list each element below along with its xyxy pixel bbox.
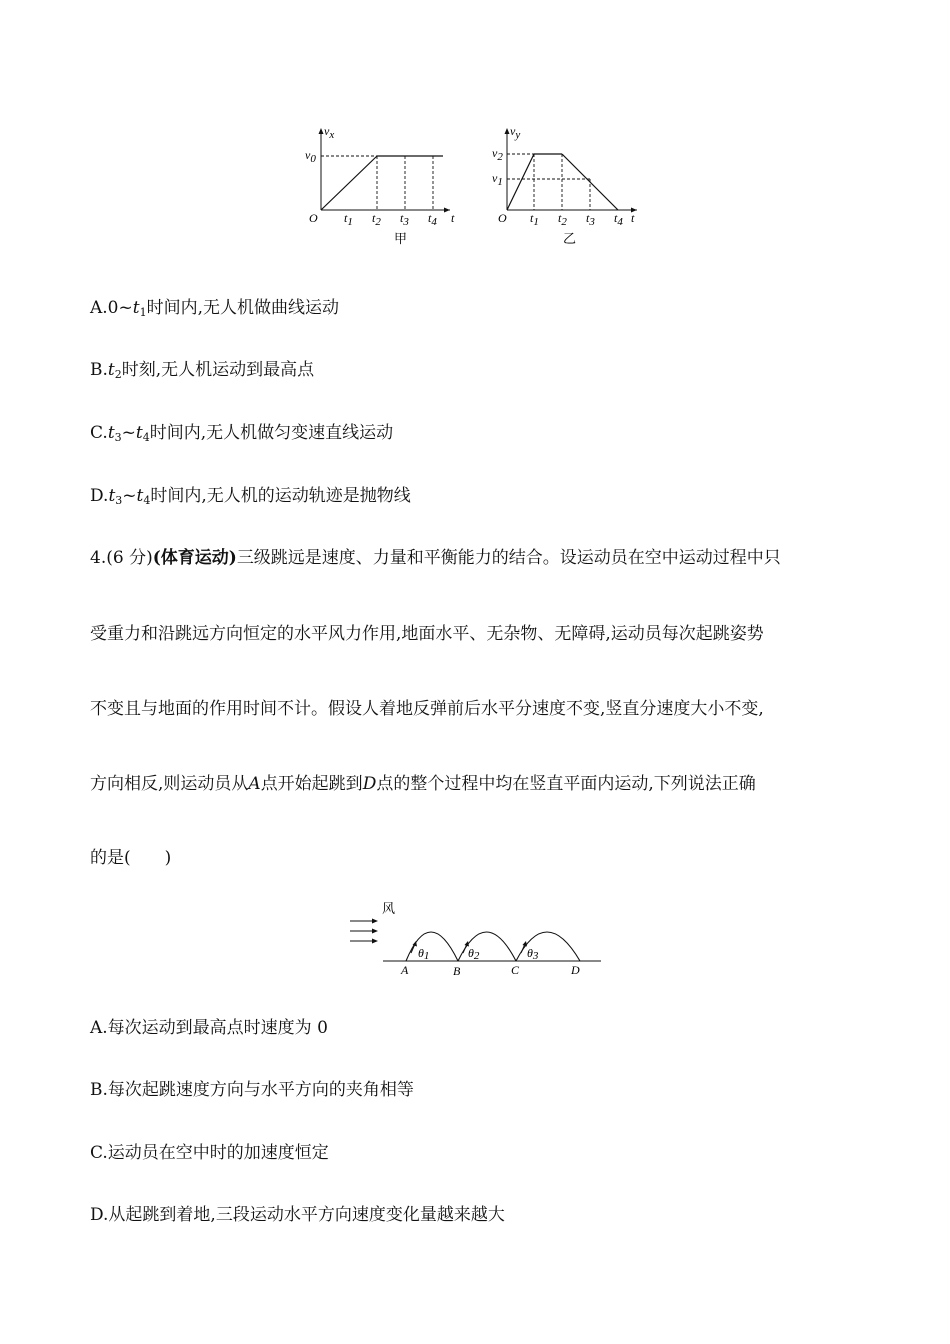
jia-tick-t2: t — [372, 211, 376, 225]
svg-text:t2: t2 — [372, 211, 381, 228]
jump-arc-3 — [516, 932, 580, 961]
jia-v0-label: v — [305, 148, 311, 162]
jia-tick-t1: t — [344, 211, 348, 225]
point-b-label: B — [453, 964, 461, 978]
q4-stem-line-2: 受重力和沿跳远方向恒定的水平风力作用,地面水平、无杂物、无障碍,运动员每次起跳姿势 — [90, 624, 764, 644]
jia-tick-t3: t — [400, 211, 404, 225]
svg-text:t2: t2 — [558, 211, 567, 228]
jia-y-axis-label: v — [324, 124, 330, 138]
jump-arc-2 — [458, 932, 516, 961]
q4-number: 4.(6 分) — [90, 548, 153, 568]
svg-text:θ2: θ2 — [468, 946, 480, 962]
yi-tick-t4: t — [614, 211, 618, 225]
point-c-label: C — [511, 963, 520, 977]
point-a-label: A — [401, 963, 409, 977]
q4-option-a: A.每次运动到最高点时速度为 0 — [90, 1018, 328, 1038]
svg-text:t1: t1 — [344, 211, 353, 228]
svg-text:vx: vx — [324, 124, 335, 141]
angle-theta-2: θ — [468, 946, 474, 960]
angle-theta-1: θ — [418, 946, 424, 960]
q4-topic-tag: (体育运动) — [152, 548, 237, 568]
svg-text:t1: t1 — [530, 211, 539, 228]
wind-arrows — [350, 919, 378, 944]
point-d-label: D — [571, 963, 580, 977]
vt-graph-jia — [305, 124, 455, 246]
wind-label: 风 — [382, 901, 396, 916]
jia-t-axis-label: t — [451, 211, 455, 225]
q4-option-d: D.从起跳到着地,三段运动水平方向速度变化量越来越大 — [90, 1205, 505, 1225]
svg-text:t4: t4 — [428, 211, 437, 228]
q4-stem-line-1: 4.(6 分)(体育运动)三级跳远是速度、力量和平衡能力的结合。设运动员在空中运动过程中只 — [90, 548, 781, 568]
svg-text:θ3: θ3 — [527, 946, 539, 962]
yi-origin-label: O — [498, 211, 507, 225]
vt-graphs-figure — [300, 122, 650, 252]
svg-text:t4: t4 — [614, 211, 623, 228]
jia-tick-t4: t — [428, 211, 432, 225]
vt-graph-yi — [492, 124, 637, 246]
yi-v1-label: v — [492, 171, 498, 185]
svg-text:t3: t3 — [400, 211, 409, 228]
yi-tick-t1: t — [530, 211, 534, 225]
q4-option-b: B.每次起跳速度方向与水平方向的夹角相等 — [90, 1080, 414, 1100]
svg-text:t3: t3 — [586, 211, 595, 228]
jia-origin-label: O — [309, 211, 318, 225]
yi-y-axis-label: v — [510, 124, 516, 138]
q4-stem-line-4: 方向相反,则运动员从A点开始起跳到D点的整个过程中均在竖直平面内运动,下列说法正确 — [90, 774, 756, 794]
triple-jump-figure — [340, 895, 610, 985]
svg-text:v1: v1 — [492, 171, 503, 188]
svg-text:v2: v2 — [492, 146, 503, 163]
yi-tick-t3: t — [586, 211, 590, 225]
yi-caption: 乙 — [563, 231, 577, 246]
yi-t-axis-label: t — [631, 211, 635, 225]
yi-v2-label: v — [492, 146, 498, 160]
angle-theta-3: θ — [527, 946, 533, 960]
svg-text:vy: vy — [510, 124, 521, 141]
svg-text:v0: v0 — [305, 148, 316, 165]
q4-option-c: C.运动员在空中时的加速度恒定 — [90, 1143, 329, 1163]
svg-text:θ1: θ1 — [418, 946, 430, 962]
q4-stem-line-5: 的是( ) — [90, 848, 172, 868]
yi-tick-t2: t — [558, 211, 562, 225]
jia-caption: 甲 — [394, 231, 408, 246]
q3-option-c: $C.t_3\sim t_4$时间内,无人机做匀变速直线运动 — [90, 423, 394, 444]
q3-option-b: $B.t_2$时刻,无人机运动到最高点 — [90, 360, 315, 381]
q3-option-d: $D.t_3\sim t_4$时间内,无人机的运动轨迹是抛物线 — [90, 486, 411, 507]
q3-option-a: $A.0\sim t_1$时间内,无人机做曲线运动 — [90, 298, 339, 319]
q4-stem-line-3: 不变且与地面的作用时间不计。假设人着地反弹前后水平分速度不变,竖直分速度大小不变, — [90, 699, 764, 719]
